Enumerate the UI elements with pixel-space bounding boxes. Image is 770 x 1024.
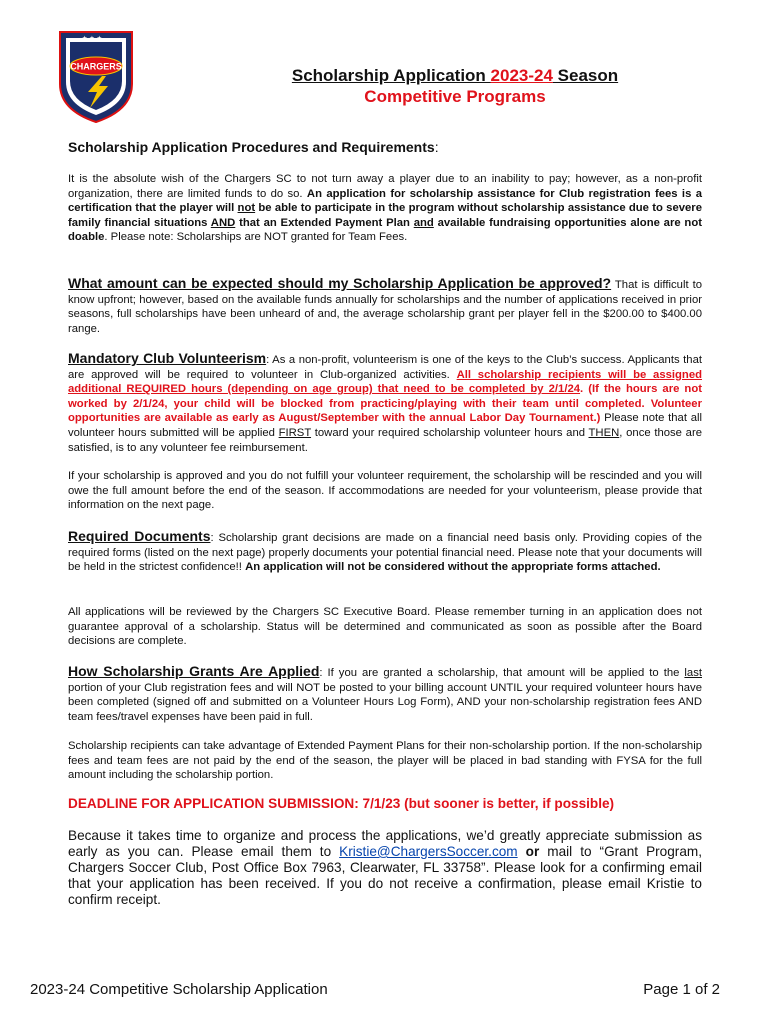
amount-section: What amount can be expected should my Scholarship Application be approved? That is difficult to know upfront; however, based on the available funds annually for scholarships and the number of applications received in prior seasons, full scholarships have been unheard of and, the average scholarship grant per player fell in the $200.00 to $400.00 range. (68, 275, 702, 335)
grants-section: How Scholarship Grants Are Applied: If you are granted a scholarship, that amount will be applied to the last portion of your Club registration fees and will NOT be posted to your billing account UNTIL your required volunteer hours have been completed (signed off and submitted on a Volunteer Hours Log Form), AND your non-scholarship registration fees AND team fees/travel expenses have been paid in full. (68, 663, 702, 723)
svg-text:★ ★ ★: ★ ★ ★ (82, 35, 102, 42)
documents-paragraph-2: All applications will be reviewed by the Chargers SC Executive Board. Please remember turning in an application does not guarantee approval of a scholarship. Status will be determined and communicated as soon as possible after the Board decisions are complete. (68, 606, 702, 648)
grants-heading: How Scholarship Grants Are Applied (68, 663, 320, 679)
closing-paragraph: Because it takes time to organize and process the applications, we’d greatly appreciate submission as early as you can. Please email them to Kristie@ChargersSoccer.com or mail to “Grant Program, Chargers Soccer Club, Post Office Box 7963, Clearwater, FL 33758”. Please look for a confirming email that your application has been received. If you do not receive a confirmation, please email Kristie to confirm receipt. (68, 828, 702, 907)
chargers-logo (56, 26, 136, 124)
logo-text: CHARGERS (70, 61, 122, 72)
documents-section: Required Documents: Scholarship grant decisions are made on a financial need basis only. Providing copies of the required forms (listed on the next page) properly documents your potential financial need. Please note that your documents will be held in the strictest confidence!! An application will not be considered without the appropriate forms attached. (68, 528, 702, 574)
deadline-notice: DEADLINE FOR APPLICATION SUBMISSION: 7/1/23 (but sooner is better, if possible) (68, 796, 615, 811)
amount-heading: What amount can be expected should my Scholarship Application be approved? (68, 275, 612, 291)
page-subtitle: Competitive Programs (364, 87, 546, 106)
volunteer-heading: Mandatory Club Volunteerism (68, 350, 267, 366)
grants-paragraph-2: Scholarship recipients can take advantage of Extended Payment Plans for their non-scholarship portion. If the non-scholarship fees and team fees are not paid by the end of the season, the player will be placed in bad standing with FYSA for the full amount including the scholarship portion. (68, 740, 702, 782)
page-number: Page 1 of 2 (643, 981, 720, 998)
email-link[interactable]: Kristie@ChargersSoccer.com (339, 844, 518, 859)
procedures-heading: Scholarship Application Procedures and Requirements: (68, 139, 439, 155)
volunteer-paragraph-2: If your scholarship is approved and you do not fulfill your volunteer requirement, the scholarship will be rescinded and you will owe the full amount before the end of the season. If accommodations are needed for your volunteerism, please provide that information on the next page. (68, 470, 702, 512)
documents-heading: Required Documents (68, 528, 211, 544)
procedures-paragraph: It is the absolute wish of the Chargers SC to not turn away a player due to an inability to pay; however, as a non-profit organization, there are limited funds to do so. An application for scholarship assistance for Club registration fees is a certification that the player will not be able to participate in the program without scholarship assistance due to severe family financial situations AND that an Extended Payment Plan and available fundraising opportunities alone are not doable. Please note: Scholarships are NOT granted for Team Fees. (68, 173, 702, 244)
volunteer-section: Mandatory Club Volunteerism: As a non-profit, volunteerism is one of the keys to the Club’s success. Applicants that are approved will be required to volunteer in Club-organized activities. All scholarship recipients will be assigned additional REQUIRED hours (depending on age group) that need to be completed by 2/1/24. (If the hours are not worked by 2/1/24, your child will be blocked from practicing/playing with their team until completed. Volunteer opportunities are available as early as August/September with the annual Labor Day Tournament.) Please note that all volunteer hours submitted will be applied FIRST toward your required scholarship volunteer hours and THEN, once those are satisfied, is to any volunteer fee reimbursement. (68, 350, 703, 454)
page-title: Scholarship Application 2023-24 Season (291, 66, 619, 85)
footer-title: 2023-24 Competitive Scholarship Application (30, 981, 328, 998)
